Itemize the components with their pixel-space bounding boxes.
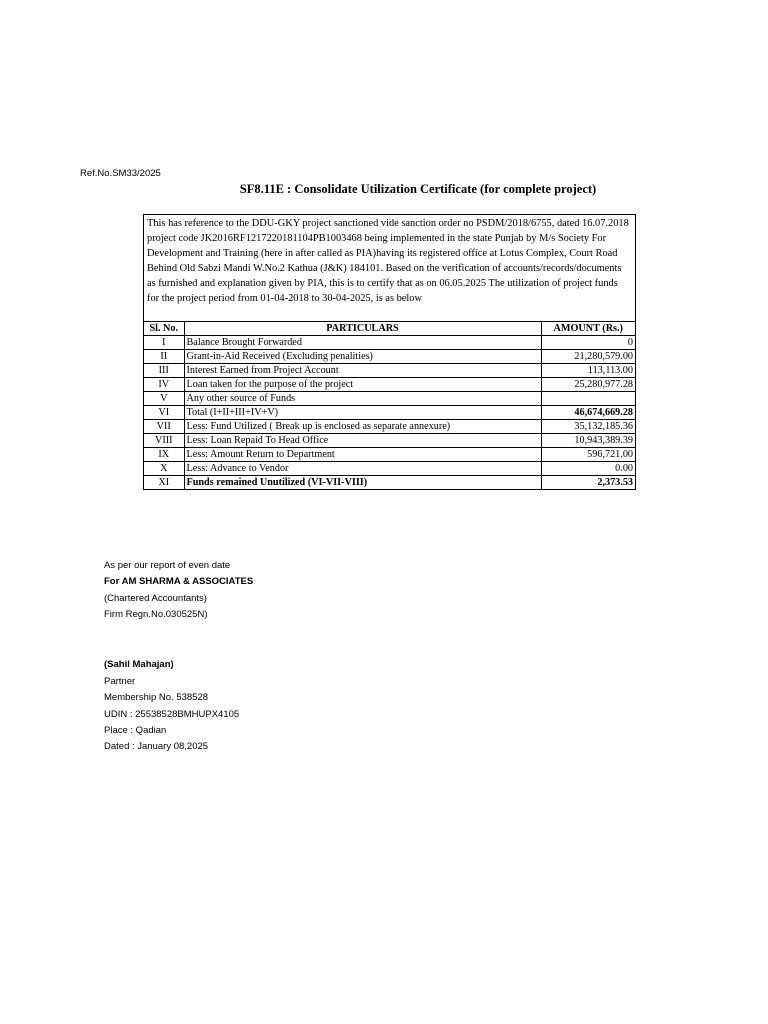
- table-row: [144, 350, 635, 364]
- firm-name: For AM SHARMA & ASSOCIATES: [104, 576, 254, 587]
- row-sl-no: XI: [144, 476, 184, 490]
- row-amount: [541, 392, 635, 406]
- row-sl-no: VII: [144, 420, 184, 434]
- udin: UDIN : 25538528BMHUPX4105: [104, 709, 240, 720]
- row-particulars: Grant-in-Aid Received (Excluding penalities): [184, 350, 541, 364]
- row-amount: 2,373.53: [541, 476, 635, 490]
- row-amount: 25,280,977.28: [541, 378, 635, 392]
- row-amount: 0.00: [541, 462, 635, 476]
- table-row: [144, 420, 635, 434]
- table-row: [144, 364, 635, 378]
- row-amount: 46,674,669.28: [541, 406, 635, 420]
- date: Dated : January 08,2025: [104, 741, 209, 752]
- row-sl-no: III: [144, 364, 184, 378]
- utilization-table: [144, 321, 635, 489]
- row-particulars: Less: Fund Utilized ( Break up is enclosed as separate annexure): [184, 420, 541, 434]
- report-line: As per our report of even date: [104, 560, 231, 571]
- row-amount: 10,943,389.39: [541, 434, 635, 448]
- row-amount: 113,113.00: [541, 364, 635, 378]
- row-particulars: Total (I+II+III+IV+V): [184, 406, 541, 420]
- row-amount: 596,721.00: [541, 448, 635, 462]
- row-particulars: Balance Brought Forwarded: [184, 336, 541, 350]
- row-particulars: Interest Earned from Project Account: [184, 364, 541, 378]
- table-row: [144, 378, 635, 392]
- firm-type: (Chartered Accountants): [104, 593, 207, 604]
- row-particulars: Loan taken for the purpose of the project: [184, 378, 541, 392]
- row-sl-no: VI: [144, 406, 184, 420]
- table-row: [144, 336, 635, 350]
- row-sl-no: IV: [144, 378, 184, 392]
- table-row: [144, 448, 635, 462]
- certificate-title: SF8.11E : Consolidate Utilization Certificate (for complete project): [239, 182, 597, 196]
- row-sl-no: VIII: [144, 434, 184, 448]
- row-particulars: Funds remained Unutilized (VI-VII-VIII): [184, 476, 541, 490]
- row-sl-no: X: [144, 462, 184, 476]
- table-header-row: [144, 322, 635, 336]
- row-particulars: Any other source of Funds: [184, 392, 541, 406]
- row-particulars: Less: Loan Repaid To Head Office: [184, 434, 541, 448]
- certificate-box: [143, 214, 636, 490]
- table-row-total: [144, 406, 635, 420]
- row-amount: 0: [541, 336, 635, 350]
- row-amount: 21,280,579.00: [541, 350, 635, 364]
- header-amount: AMOUNT (Rs.): [541, 322, 635, 336]
- partner-designation: Partner: [104, 676, 136, 687]
- header-particulars: PARTICULARS: [184, 322, 541, 336]
- row-amount: 35,132,185.36: [541, 420, 635, 434]
- table-row: [144, 434, 635, 448]
- partner-name: (Sahil Mahajan): [104, 659, 174, 670]
- place: Place : Qadian: [104, 725, 167, 736]
- certificate-intro-text: This has reference to the DDU-GKY project sanctioned vide sanction order no PSDM/2018/6755, dated 16.07.2018 project code JK2016RF1217220181104PB1003468 being implemented in the state Punjab by M/s Society For Development and Training (here in after called as PIA)having its registered office at Lotus Complex, Court Road Behind Old Sabzi Mandi W.No.2 Kathua (J&K) 184101. Based on the verification of accounts/records/documents as furnished and explanation given by PIA, this is to certify that as on 06.05.2025 The utilization of project funds for the project period from 01-04-2018 to 30-04-2025, is as below: [147, 218, 629, 304]
- row-particulars: Less: Amount Return to Department: [184, 448, 541, 462]
- table-row: [144, 392, 635, 406]
- row-sl-no: II: [144, 350, 184, 364]
- header-sl-no: Sl. No.: [144, 322, 184, 336]
- firm-registration: Firm Regn.No.030525N): [104, 609, 208, 620]
- table-row: [144, 462, 635, 476]
- row-sl-no: V: [144, 392, 184, 406]
- reference-number: Ref.No.SM33/2025: [80, 168, 161, 179]
- row-particulars: Less: Advance to Vendor: [184, 462, 541, 476]
- table-row-unutilized: [144, 476, 635, 490]
- row-sl-no: IX: [144, 448, 184, 462]
- membership-number: Membership No. 538528: [104, 692, 209, 703]
- row-sl-no: I: [144, 336, 184, 350]
